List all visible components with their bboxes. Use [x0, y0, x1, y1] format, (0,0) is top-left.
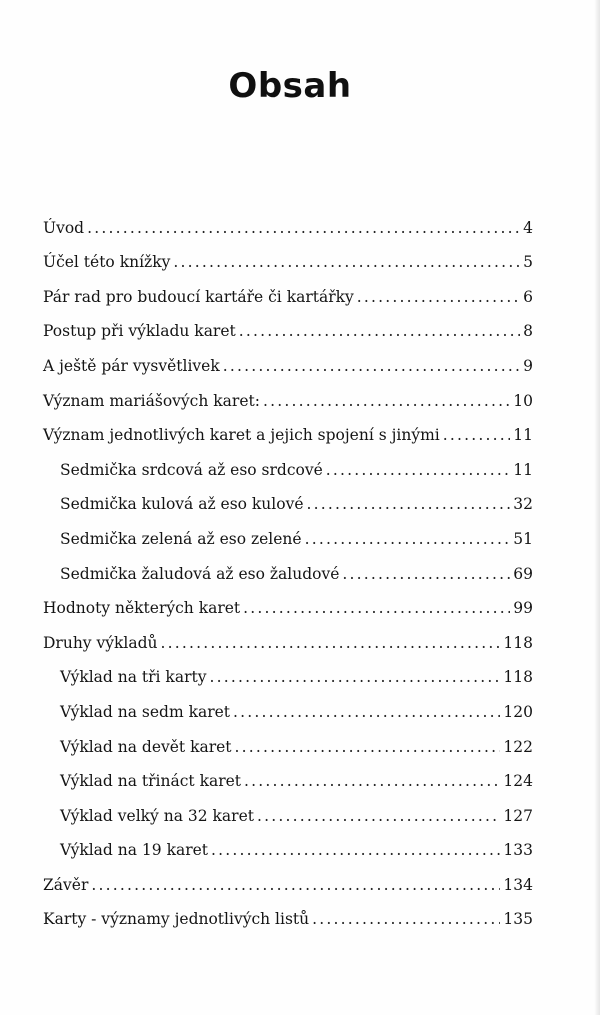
toc-entry-label: Výklad na devět karet	[60, 737, 232, 756]
toc-leader-dots	[235, 737, 501, 757]
toc-entry-page-number: 133	[503, 841, 533, 860]
toc-leader-dots	[161, 633, 501, 653]
toc-leader-dots	[326, 460, 510, 480]
toc-entry-label: Sedmička zelená až eso zelené	[60, 529, 302, 548]
toc-entry-label: Druhy výkladů	[43, 633, 158, 652]
toc-leader-dots	[239, 321, 520, 341]
toc-entry-label: Výklad na 19 karet	[60, 841, 209, 860]
toc-entry-page-number: 10	[513, 391, 533, 410]
page-title: Obsah	[228, 66, 352, 106]
toc-leader-dots	[263, 391, 510, 411]
toc-leader-dots	[233, 702, 500, 722]
toc-leader-dots	[312, 909, 500, 929]
page-edge-shadow	[594, 0, 600, 1015]
toc-entry-page-number: 127	[503, 806, 533, 825]
toc-leader-dots	[443, 425, 511, 445]
toc-entry	[43, 413, 533, 448]
toc-entry-page-number: 118	[503, 668, 533, 687]
toc-leader-dots	[244, 771, 500, 791]
toc-leader-dots	[357, 287, 520, 307]
toc-leader-dots	[342, 564, 510, 584]
toc-entry	[43, 309, 533, 344]
toc-leader-dots	[243, 598, 510, 618]
toc-entry-label: Úvod	[43, 218, 85, 237]
toc-entry	[43, 759, 533, 794]
toc-entry-page-number: 69	[513, 564, 533, 583]
toc-entry	[43, 620, 533, 655]
toc-entry-page-number: 11	[513, 426, 533, 445]
toc-entry-label: Sedmička žaludová až eso žaludové	[60, 564, 340, 583]
toc-entry-label: Výklad na tři karty	[60, 668, 207, 687]
toc-entry	[43, 724, 533, 759]
toc-entry	[43, 586, 533, 621]
toc-entry-label: Sedmička kulová až eso kulové	[60, 495, 304, 514]
toc-entry-page-number: 4	[523, 218, 533, 237]
toc-entry	[43, 828, 533, 863]
toc-entry-label: Karty - významy jednotlivých listů	[43, 910, 310, 929]
toc-entry-page-number: 32	[513, 495, 533, 514]
toc-entry-label: Význam jednotlivých karet a jejich spojení s jinými	[43, 426, 440, 445]
toc-entry	[43, 862, 533, 897]
table-of-contents	[43, 205, 533, 931]
toc-leader-dots	[209, 667, 500, 687]
toc-entry	[43, 274, 533, 309]
toc-leader-dots	[305, 529, 511, 549]
toc-leader-dots	[211, 840, 500, 860]
toc-entry-page-number: 120	[503, 702, 533, 721]
toc-entry-label: Závěr	[43, 875, 89, 894]
toc-entry-page-number: 135	[503, 910, 533, 929]
toc-entry	[43, 689, 533, 724]
toc-entry-label: Pár rad pro budoucí kartáře či kartářky	[43, 287, 354, 306]
toc-leader-dots	[257, 806, 500, 826]
toc-entry-label: Výklad na třináct karet	[60, 772, 242, 791]
toc-entry-page-number: 118	[503, 633, 533, 652]
toc-entry	[43, 516, 533, 551]
toc-entry-page-number: 5	[523, 253, 533, 272]
toc-entry	[43, 897, 533, 932]
toc-leader-dots	[87, 218, 520, 238]
toc-entry	[43, 205, 533, 240]
toc-entry-page-number: 11	[513, 460, 533, 479]
toc-entry-label: Účel této knížky	[43, 253, 171, 272]
toc-entry-label: Hodnoty některých karet	[43, 599, 241, 618]
toc-entry	[43, 378, 533, 413]
toc-entry	[43, 793, 533, 828]
toc-entry-label: Výklad na sedm karet	[60, 702, 231, 721]
toc-entry-page-number: 122	[503, 737, 533, 756]
toc-entry-page-number: 124	[503, 772, 533, 791]
toc-leader-dots	[223, 356, 520, 376]
toc-entry	[43, 482, 533, 517]
toc-entry-label: A ještě pár vysvětlivek	[43, 356, 220, 375]
toc-entry	[43, 655, 533, 690]
toc-leader-dots	[91, 875, 500, 895]
toc-entry	[43, 447, 533, 482]
toc-entry-label: Význam mariášových karet:	[43, 391, 260, 410]
toc-entry-page-number: 8	[523, 322, 533, 341]
toc-entry-label: Výklad velký na 32 karet	[60, 806, 254, 825]
toc-entry-page-number: 134	[503, 875, 533, 894]
toc-entry-label: Postup při výkladu karet	[43, 322, 236, 341]
toc-entry	[43, 240, 533, 275]
toc-entry-label: Sedmička srdcová až eso srdcové	[60, 460, 323, 479]
toc-entry	[43, 551, 533, 586]
toc-entry-page-number: 9	[523, 356, 533, 375]
toc-entry-page-number: 51	[513, 529, 533, 548]
toc-leader-dots	[307, 494, 511, 514]
toc-leader-dots	[173, 252, 520, 272]
toc-entry	[43, 343, 533, 378]
toc-entry-page-number: 6	[523, 287, 533, 306]
toc-entry-page-number: 99	[513, 599, 533, 618]
